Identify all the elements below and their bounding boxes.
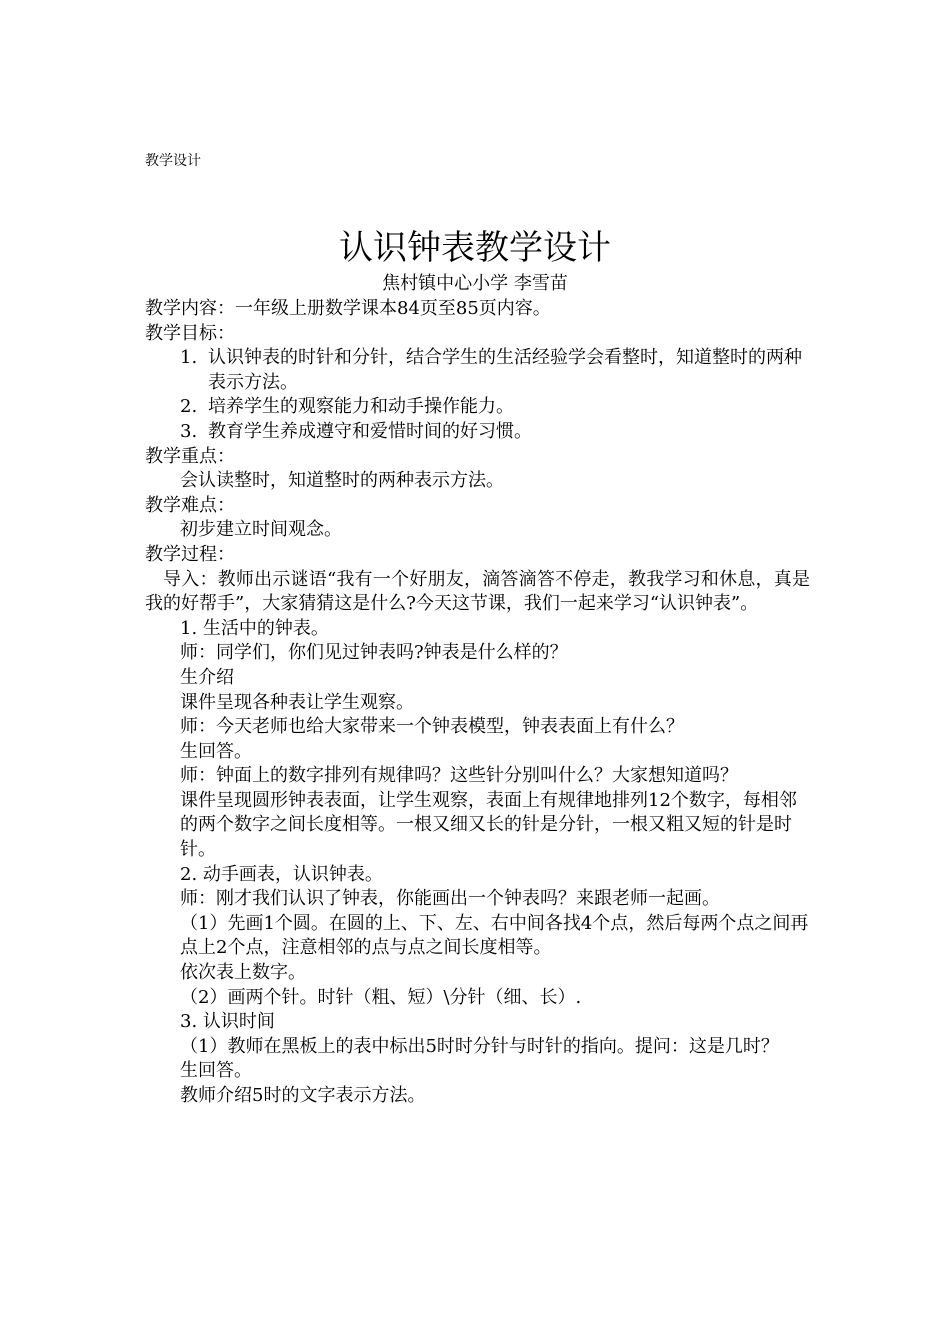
intro-paragraph: 导入：教师出示谜语“我有一个好朋友，滴答滴答不停走，教我学习和休息，真是我的好帮手”，大家猜猜这是什么?今天这节课，我们一起来学习“认识钟表”。 xyxy=(145,568,810,615)
process-step: 1. 生活中的钟表。 xyxy=(180,617,329,639)
document-body xyxy=(145,297,810,1109)
goal-item xyxy=(145,420,810,445)
process-step: （1）教师在黑板上的表中标出5时时分针与时针的指向。提问：这是几时？ xyxy=(180,1035,779,1057)
content-line: 教学内容：一年级上册数学课本84页至85页内容。 xyxy=(145,298,551,319)
process-heading: 教学过程： xyxy=(145,543,235,565)
process-step: 师：钟面上的数字排列有规律吗？这些针分别叫什么？大家想知道吗？ xyxy=(180,765,738,787)
goal-number: 2. xyxy=(180,396,198,418)
process-step: 师：今天老师也给大家带来一个钟表模型，钟表表面上有什么？ xyxy=(180,716,684,738)
process-step: 2. 动手画表，认识钟表。 xyxy=(180,863,383,885)
process-step: 师：刚才我们认识了钟表，你能画出一个钟表吗？来跟老师一起画。 xyxy=(180,888,720,910)
goal-text: 认识钟表的时针和分针，结合学生的生活经验学会看整时，知道整时的两种表示方法。 xyxy=(208,347,802,393)
document-title: 认识钟表教学设计 xyxy=(339,228,611,268)
process-step: 课件呈现各种表让学生观察。 xyxy=(180,691,414,713)
author-line: 焦村镇中心小学 李雪苗 xyxy=(382,273,568,294)
goal-text: 教育学生养成遵守和爱惜时间的好习惯。 xyxy=(208,420,532,442)
page-header: 教学设计 xyxy=(145,153,201,169)
goal-item xyxy=(145,395,810,420)
key-text: 会认读整时，知道整时的两种表示方法。 xyxy=(180,470,504,492)
key-heading: 教学重点： xyxy=(145,445,235,467)
goal-item xyxy=(145,346,810,395)
process-step: （1）先画1个圆。在圆的上、下、左、右中间各找4个点，然后每两个点之间再点上2个点，注意相邻的点与点之间长度相等。 xyxy=(180,912,809,959)
process-step: 生介绍 xyxy=(180,666,234,688)
difficulty-text: 初步建立时间观念。 xyxy=(180,519,342,541)
process-step: 课件呈现圆形钟表表面，让学生观察，表面上有规律地排列12个数字，每相邻的两个数字之间长度相等。一根又细又长的针是分针，一根又粗又短的针是时针。 xyxy=(180,789,797,861)
process-step: 生回答。 xyxy=(180,740,252,762)
process-step: 师：同学们，你们见过钟表吗?钟表是什么样的？ xyxy=(180,642,568,664)
difficulty-heading: 教学难点： xyxy=(145,494,235,516)
process-step: 依次表上数字。 xyxy=(180,962,306,984)
goal-text: 培养学生的观察能力和动手操作能力。 xyxy=(208,396,514,418)
process-step: （2）画两个针。时针（粗、短）\分针（细、长）. xyxy=(180,986,582,1008)
goal-number: 1. xyxy=(180,347,198,369)
goal-heading: 教学目标： xyxy=(145,322,235,344)
process-step: 教师介绍5时的文字表示方法。 xyxy=(180,1085,426,1106)
process-step: 生回答。 xyxy=(180,1060,252,1082)
goal-number: 3. xyxy=(180,420,198,442)
process-step: 3. 认识时间 xyxy=(180,1011,275,1033)
